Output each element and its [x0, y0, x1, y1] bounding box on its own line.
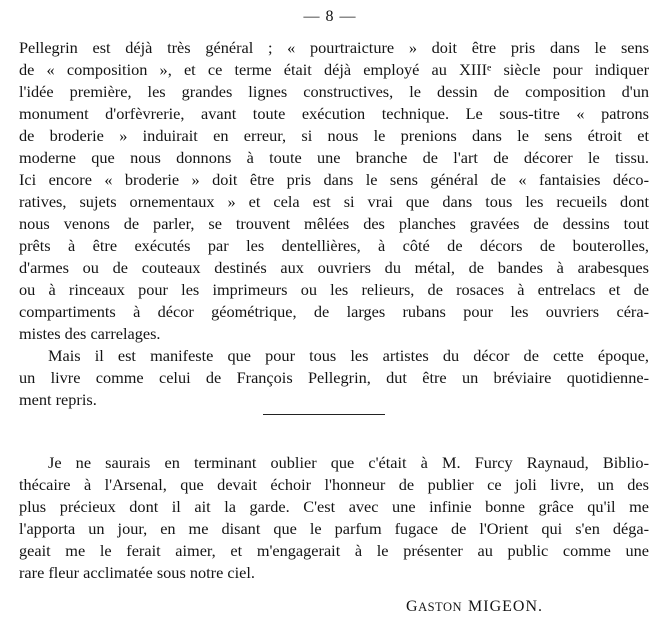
section-divider	[263, 414, 385, 415]
text-line: nous venons de parler, se trouvent mêlées des planches gravées de dessins tout	[19, 214, 649, 233]
text-line: de « composition », et ce terme était déjà employé au XIIIᵉ siècle pour indiquer	[19, 60, 649, 79]
text-line: Je ne saurais en terminant oublier que c'était à M. Furcy Raynaud, Biblio-	[48, 453, 649, 472]
text-line: l'idée première, les grandes lignes constructives, le dessin de composition d'un	[19, 82, 649, 101]
page-number: — 8 —	[303, 8, 357, 25]
text-line: thécaire à l'Arsenal, que devait échoir l'honneur de publier ce joli livre, un des	[19, 475, 649, 494]
text-line: prêts à être exécutés par les dentellières, à côté de décors de bouterolles,	[19, 236, 649, 255]
author-signature	[406, 598, 543, 616]
text-line: compartiments à décor géométrique, de larges rubans pour les ouvriers céra-	[19, 302, 649, 321]
text-line: de broderie » induirait en erreur, si nous le prenions dans le sens étroit et	[19, 126, 649, 145]
signature-last-name: MIGEON.	[468, 598, 544, 615]
text-line: geait me le ferait aimer, et m'engagerait à le présenter au public comme une	[19, 541, 649, 560]
text-line: un livre comme celui de François Pellegrin, dut être un bréviaire quotidienne-	[19, 368, 649, 387]
text-line: monument d'orfèvrerie, avant toute exécution technique. Le sous-titre « patrons	[19, 104, 649, 123]
text-line: moderne que nous donnons à toute une branche de l'art de décorer le tissu.	[19, 148, 649, 167]
signature-first-rest: ASTON	[418, 600, 463, 614]
text-line: d'armes ou de couteaux destinés aux ouvriers du métal, de bandes à arabesques	[19, 258, 649, 277]
text-line: Mais il est manifeste que pour tous les artistes du décor de cette époque,	[48, 346, 649, 365]
text-line: rare fleur acclimatée sous notre ciel.	[19, 563, 255, 582]
text-line: ratives, sujets ornementaux » et cela est si vrai que dans tous les recueils dont	[19, 192, 649, 211]
text-line: Pellegrin est déjà très général ; « pourtraicture » doit être pris dans le sens	[19, 38, 649, 57]
text-line: mistes des carrelages.	[19, 324, 161, 343]
text-line: ou à rinceaux pour les imprimeurs ou les relieurs, de rosaces à entrelacs et de	[19, 280, 649, 299]
text-line: Ici encore « broderie » doit être pris dans le sens général de « fantaisies déco-	[19, 170, 649, 189]
text-line: l'apporta un jour, en me disant que le parfum fugace de l'Orient qui s'en déga-	[19, 519, 649, 538]
text-line: plus précieux dont il ait la garde. C'est avec une infinie bonne grâce qu'il me	[19, 497, 649, 516]
text-line: ment repris.	[19, 390, 97, 409]
signature-first-initial: G	[406, 598, 419, 615]
